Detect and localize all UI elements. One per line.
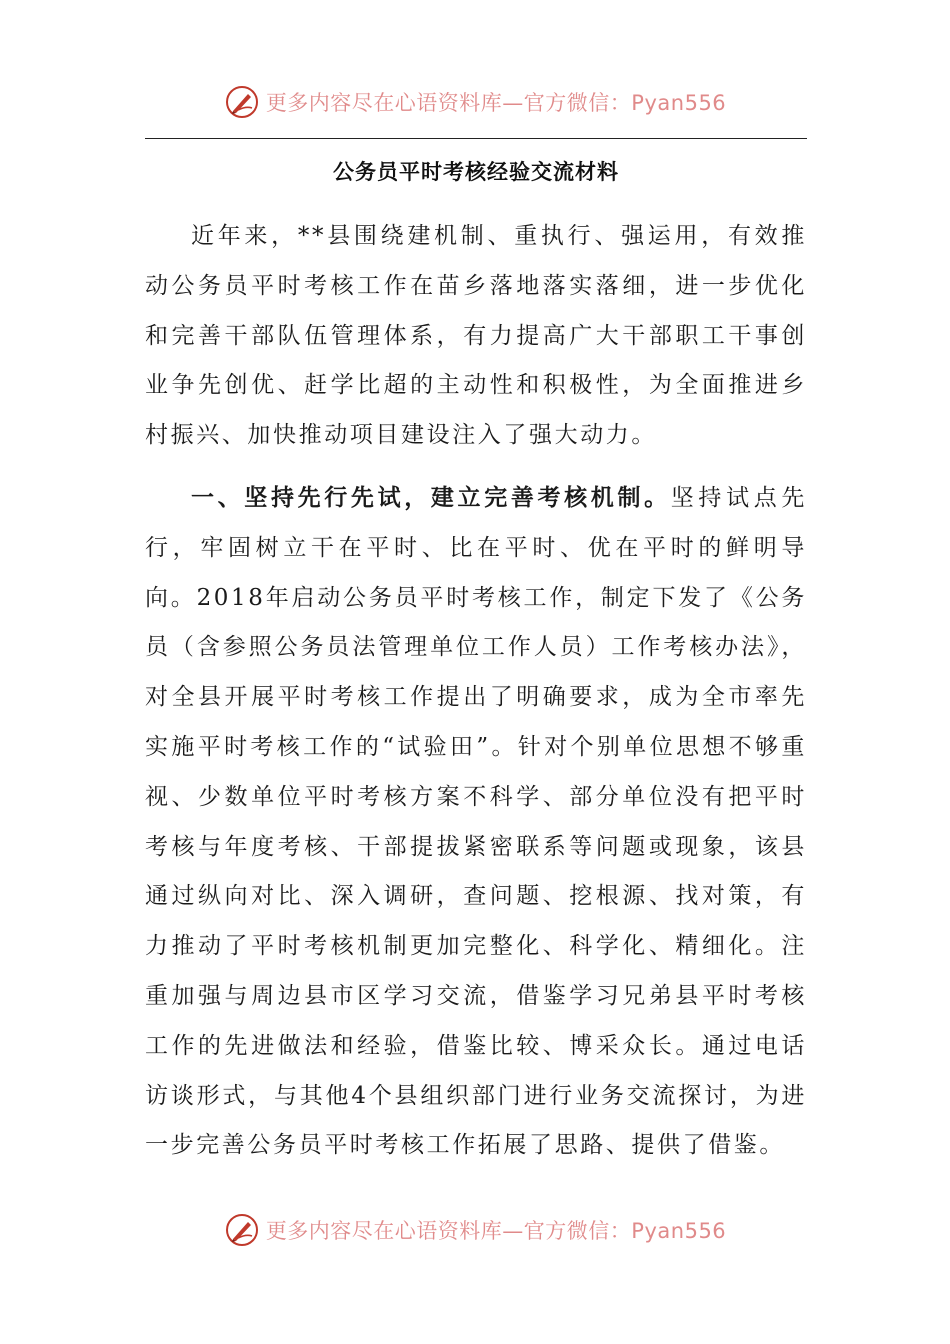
paragraph-intro bbox=[145, 212, 807, 461]
paragraph-text: 近年来，**县围绕建机制、重执行、强运用，有效推动公务员平时考核工作在苗乡落地落实落细，进一步优化和完善干部队伍管理体系，有力提高广大干部职工干事创业争先创优、赶学比超的主动性和积极性，为全面推进乡村振兴、加快推动项目建设注入了强大动力。 bbox=[145, 223, 807, 449]
paragraph-text: 坚持试点先行，牢固树立干在平时、比在平时、优在平时的鲜明导向。2018年启动公务员平时考核工作，制定下发了《公务员（含参照公务员法管理单位工作人员）工作考核办法》，对全县开展平时考核工作提出了明确要求，成为全市率先实施平时考核工作的“试验田”。针对个别单位思想不够重视、少数单位平时考核方案不科学、部分单位没有把平时考核与年度考核、干部提拔紧密联系等问题或现象，该县通过纵向对比、深入调研，查问题、挖根源、找对策，有力推动了平时考核机制更加完整化、科学化、精细化。注重加强与周边县市区学习交流，借鉴学习兄弟县平时考核工作的先进做法和经验，借鉴比较、博采众长。通过电话访谈形式，与其他4个县组织部门进行业务交流探讨，为进一步完善公务员平时考核工作拓展了思路、提供了借鉴。 bbox=[145, 485, 807, 1159]
paragraph-section-one bbox=[145, 474, 807, 1171]
footer-banner bbox=[0, 1210, 950, 1250]
document-title: 公务员平时考核经验交流材料 bbox=[333, 160, 619, 184]
header-divider bbox=[145, 138, 807, 139]
pen-logo-icon bbox=[224, 84, 260, 120]
pen-logo-icon bbox=[224, 1212, 260, 1248]
header-banner-text: 更多内容尽在心语资料库—官方微信：Pyan556 bbox=[265, 91, 727, 115]
header-banner bbox=[0, 82, 950, 122]
footer-banner-text: 更多内容尽在心语资料库—官方微信：Pyan556 bbox=[265, 1219, 727, 1243]
section-heading: 一、坚持先行先试，建立完善考核机制。 bbox=[191, 485, 671, 511]
